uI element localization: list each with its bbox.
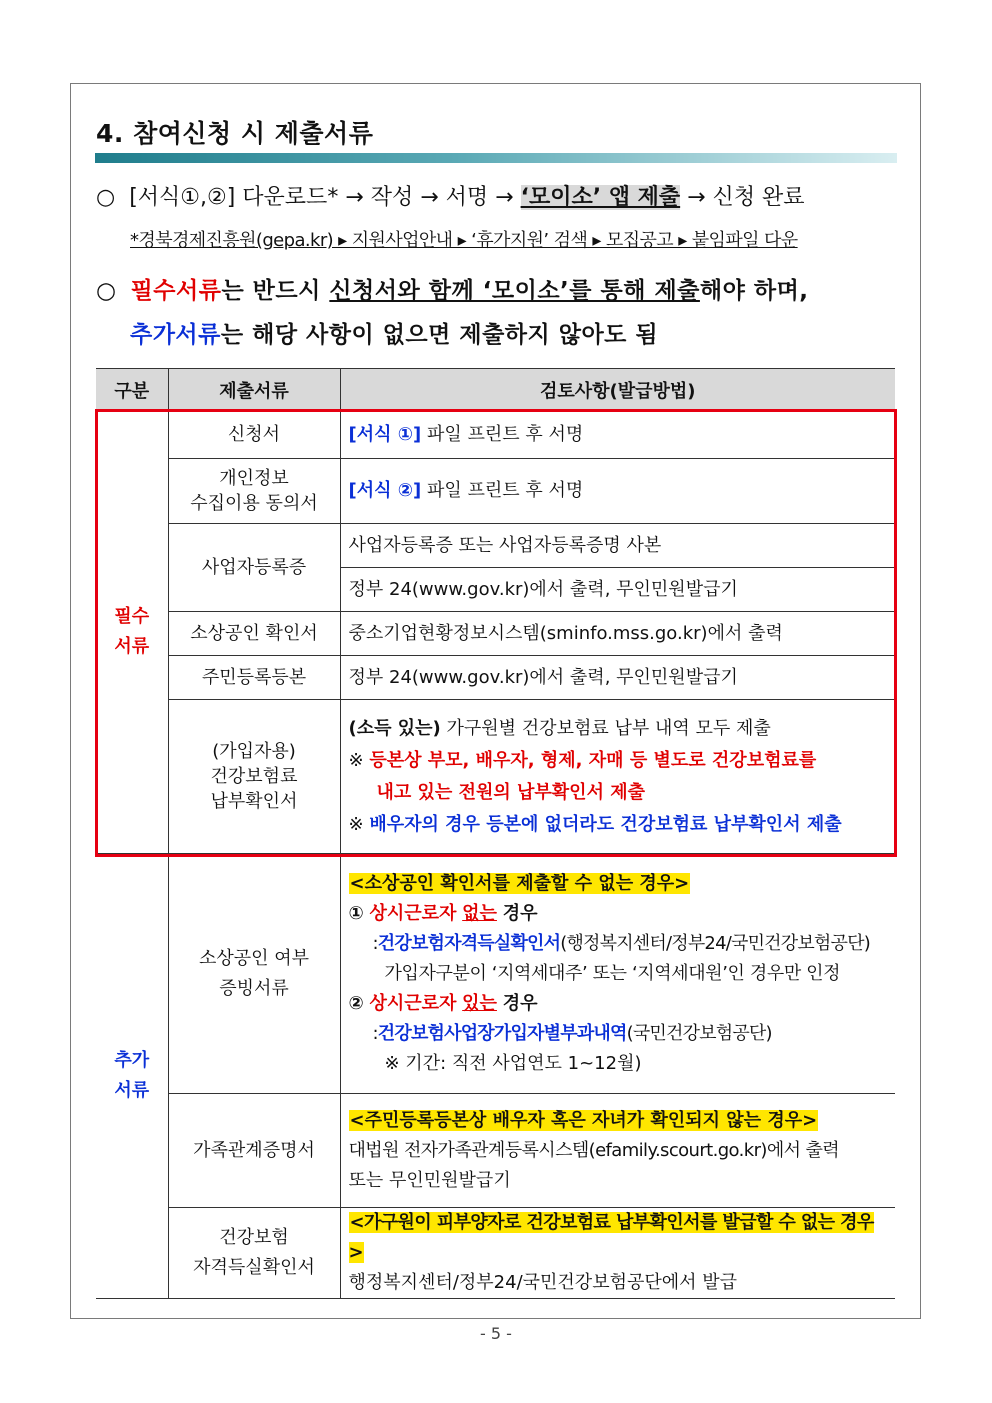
desc-bold: (소득 있는): [348, 717, 441, 739]
doc-desc: [340, 700, 895, 854]
table-row: [96, 1094, 895, 1208]
doc-name-line: 증빙서류: [219, 977, 289, 999]
doc-name: [168, 1208, 340, 1299]
doc-prefix: :: [372, 932, 378, 954]
step-line-highlight: ‘모이소’ 앱 제출: [520, 185, 681, 210]
case-red-underline: 없는: [462, 902, 497, 924]
table-row: [96, 612, 895, 656]
doc-name: 주민등록등본: [168, 656, 340, 700]
condition-tag: <소상공인 확인서를 제출할 수 없는 경우>: [349, 872, 690, 894]
bullet-circle-icon: ○: [96, 185, 116, 210]
doc-desc: [340, 411, 895, 459]
doc-desc: 정부 24(www.gov.kr)에서 출력, 무인민원발급기: [340, 656, 895, 700]
category-additional-line: 추가: [114, 1050, 150, 1071]
notice-line-2: [130, 316, 658, 349]
doc-source: (행정복지센터/정부24/국민건강보험공단): [560, 932, 870, 954]
doc-name-line: (가입자용): [212, 741, 296, 762]
required-doc-name: 건강보험자격득실확인서: [377, 932, 561, 954]
case-note: ※ 기간: 직전 사업연도 1~12월): [384, 1052, 642, 1074]
bullet-circle-icon: ○: [96, 278, 117, 304]
doc-name: 사업자등록증: [168, 524, 340, 612]
additional-word: 추가서류: [130, 322, 221, 348]
case-number: ①: [348, 902, 364, 924]
doc-desc: [340, 459, 895, 524]
section-heading: 4. 참여신청 시 제출서류: [96, 119, 374, 148]
required-word: 필수서류: [130, 278, 222, 304]
documents-table: [96, 368, 895, 1299]
doc-desc-text: 파일 프린트 후 서명: [426, 480, 584, 501]
doc-name: [168, 700, 340, 854]
doc-name-line: 건강보험료: [210, 766, 298, 787]
desc-text: 가구원별 건강보험료 납부 내역 모두 제출: [446, 717, 771, 739]
table-row: [96, 656, 895, 700]
doc-desc: [340, 1208, 895, 1299]
doc-desc: 사업자등록증 또는 사업자등록증명 사본: [340, 524, 895, 568]
page-number: - 5 -: [480, 1324, 512, 1343]
table-row: [96, 411, 895, 459]
table-row: [96, 854, 895, 1094]
doc-name-line: 소상공인 여부: [198, 947, 310, 969]
doc-name: [168, 854, 340, 1094]
doc-desc-text: 파일 프린트 후 서명: [426, 423, 584, 445]
case-end: 경우: [502, 902, 538, 924]
note-red: 등본상 부모, 배우자, 형제, 자매 등 별도로 건강보험료를: [369, 749, 817, 771]
desc-text: 행정복지센터/정부24/국민건강보험공단에서 발급: [348, 1272, 738, 1293]
doc-name: [168, 459, 340, 524]
category-required: [96, 411, 168, 854]
notice-text-1: 는 반드시: [221, 278, 330, 304]
note-mark-icon: ※: [348, 813, 364, 835]
header-review: 검토사항(발급방법): [340, 369, 895, 411]
table-header-row: [96, 369, 895, 411]
doc-name-line: 개인정보: [219, 468, 289, 489]
download-note: *경북경제진흥원(gepa.kr) ▸ 지원사업안내 ▸ ‘휴가지원’ 검색 ▸ 모집공고 ▸ 붙임파일 다운: [130, 230, 798, 251]
step-line-pre: [서식①,②] 다운로드* → 작성 → 서명 →: [129, 185, 521, 210]
table-row: [96, 459, 895, 524]
table-row: [96, 524, 895, 568]
doc-desc: [340, 1094, 895, 1208]
case-red-underline: 있는: [462, 992, 497, 1014]
note-blue: 배우자의 경우 등본에 없더라도 건강보험료 납부확인서 제출: [369, 813, 842, 835]
doc-desc: 중소기업현황정보시스템(sminfo.mss.go.kr)에서 출력: [340, 612, 895, 656]
doc-prefix: :: [372, 1022, 378, 1044]
note-red: 내고 있는 전원의 납부확인서 제출: [376, 781, 645, 803]
desc-text: 대법원 전자가족관계등록시스템(efamily.scourt.go.kr)에서 출력: [348, 1139, 840, 1161]
doc-name: 가족관계증명서: [168, 1094, 340, 1208]
desc-text: 또는 무인민원발급기: [348, 1169, 511, 1191]
header-category: 구분: [96, 369, 168, 411]
case-end: 경우: [502, 992, 538, 1014]
case-red: 상시근로자: [369, 992, 457, 1014]
category-additional-line: 서류: [114, 1080, 150, 1101]
doc-desc: 정부 24(www.gov.kr)에서 출력, 무인민원발급기: [340, 568, 895, 612]
condition-tag: <가구원이 피부양자로 건강보험료 납부확인서를 발급할 수 없는 경우>: [348, 1212, 874, 1263]
doc-source: (국민건강보험공단): [626, 1022, 772, 1044]
notice-line-1: [96, 272, 809, 305]
category-required-line: 서류: [114, 636, 150, 657]
doc-name: 소상공인 확인서: [168, 612, 340, 656]
note-mark-icon: ※: [348, 749, 364, 771]
doc-desc: [340, 854, 895, 1094]
heading-underline-bar: [95, 153, 897, 163]
required-doc-name: 건강보험사업장가입자별부과내역: [377, 1022, 627, 1044]
doc-name-line: 건강보험: [219, 1227, 289, 1248]
form-tag: [서식 ①]: [348, 423, 422, 445]
case-note: 가입자구분이 ‘지역세대주’ 또는 ‘지역세대원’인 경우만 인정: [384, 962, 841, 984]
step-line: [96, 180, 805, 211]
header-document: 제출서류: [168, 369, 340, 411]
doc-name: 신청서: [168, 411, 340, 459]
form-tag: [서식 ②]: [348, 480, 422, 501]
step-line-post: → 신청 완료: [680, 185, 805, 210]
condition-tag: <주민등록등본상 배우자 혹은 자녀가 확인되지 않는 경우>: [349, 1109, 818, 1131]
table-row: [96, 1208, 895, 1299]
notice-text-2: 해야 하며,: [699, 278, 809, 304]
doc-name-line: 자격득실확인서: [193, 1257, 315, 1278]
notice-underlined: 신청서와 함께 ‘모이소’를 통해 제출: [329, 278, 700, 304]
category-required-line: 필수: [114, 606, 150, 627]
case-red: 상시근로자: [369, 902, 457, 924]
doc-name-line: 납부확인서: [210, 791, 298, 812]
doc-name-line: 수집이용 동의서: [190, 493, 318, 514]
table-row: [96, 700, 895, 854]
case-number: ②: [348, 992, 364, 1014]
category-additional: [96, 854, 168, 1299]
notice-text-3: 는 해당 사항이 없으면 제출하지 않아도 됨: [220, 322, 659, 348]
